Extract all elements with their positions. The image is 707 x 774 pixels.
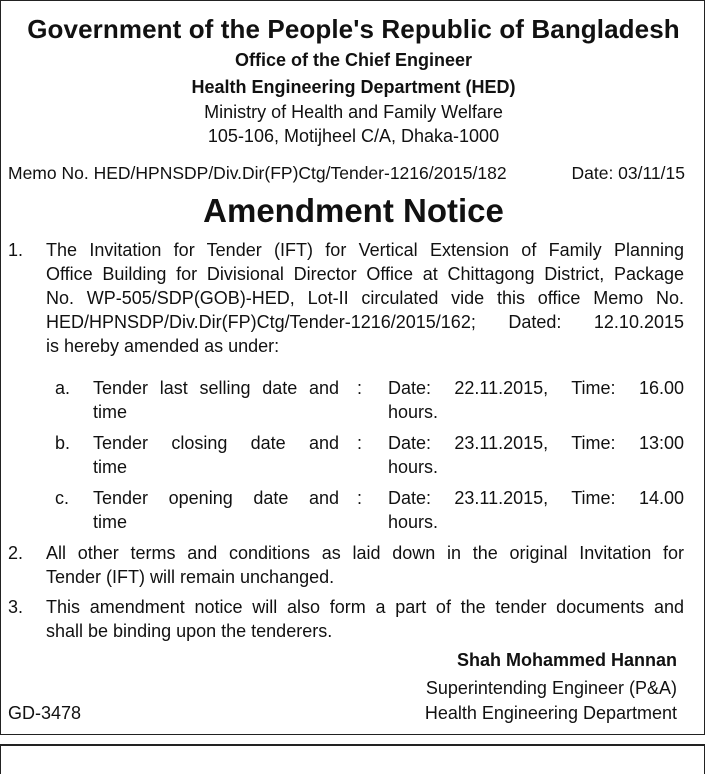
subitem-c-value: Date: 23.11.2015, Time: 14.00 [388,488,684,508]
subitem-a-label: Tender last selling date and [93,378,339,398]
subitem-a-colon: : [357,378,363,398]
signatory-department: Health Engineering Department [424,703,677,723]
next-notice-border [0,744,705,774]
subitem-a-label-cont: time [93,402,128,422]
subitem-a-value: Date: 22.11.2015, Time: 16.00 [388,378,684,398]
item-1-number: 1. [8,240,24,260]
memo-number: Memo No. HED/HPNSDP/Div.Dir(FP)Ctg/Tender-1216/2015/182 [8,163,507,183]
subitem-b-label-cont: time [93,457,128,477]
item-1-line: No. WP-505/SDP(GOB)-HED, Lot-II circulated vide this office Memo No. [46,288,684,308]
notice-title: Amendment Notice [203,192,504,229]
address-line: 105-106, Motijheel C/A, Dhaka-1000 [207,126,500,146]
item-1-line: Office Building for Divisional Director Office at Chittagong District, Package [46,264,684,284]
subitem-b-label: Tender closing date and [93,433,339,453]
government-heading: Government of the People's Republic of Bangladesh [27,14,680,44]
subitem-c-colon: : [357,488,363,508]
item-2-line: Tender (IFT) will remain unchanged. [46,567,335,587]
subitem-c-label-cont: time [93,512,128,532]
item-2-line: All other terms and conditions as laid down in the original Invitation for [46,543,684,563]
item-3-line: This amendment notice will also form a part of the tender documents and [46,597,684,617]
subitem-c-value-cont: hours. [388,512,439,532]
signatory-name: Shah Mohammed Hannan [456,650,677,670]
subitem-b-value: Date: 23.11.2015, Time: 13:00 [388,433,684,453]
item-2-number: 2. [8,543,24,563]
item-3-number: 3. [8,597,24,617]
item-1-line: is hereby amended as under: [46,336,280,356]
subitem-b-letter: b. [55,433,71,453]
office-heading: Office of the Chief Engineer [234,50,473,70]
subitem-c-label: Tender opening date and [93,488,339,508]
memo-date: Date: 03/11/15 [571,163,685,183]
department-heading: Health Engineering Department (HED) [191,77,516,97]
subitem-b-value-cont: hours. [388,457,439,477]
item-1-line: The Invitation for Tender (IFT) for Vertical Extension of Family Planning [46,240,684,260]
item-3-line: shall be binding upon the tenderers. [46,621,333,641]
ministry-line: Ministry of Health and Family Welfare [204,102,503,122]
item-1-line: HED/HPNSDP/Div.Dir(FP)Ctg/Tender-1216/2015/162; Dated: 12.10.2015 [46,312,684,332]
subitem-c-letter: c. [55,488,70,508]
subitem-b-colon: : [357,433,363,453]
signatory-title: Superintending Engineer (P&A) [425,678,677,698]
subitem-a-value-cont: hours. [388,402,439,422]
subitem-a-letter: a. [55,378,71,398]
reference-code: GD-3478 [8,703,82,723]
